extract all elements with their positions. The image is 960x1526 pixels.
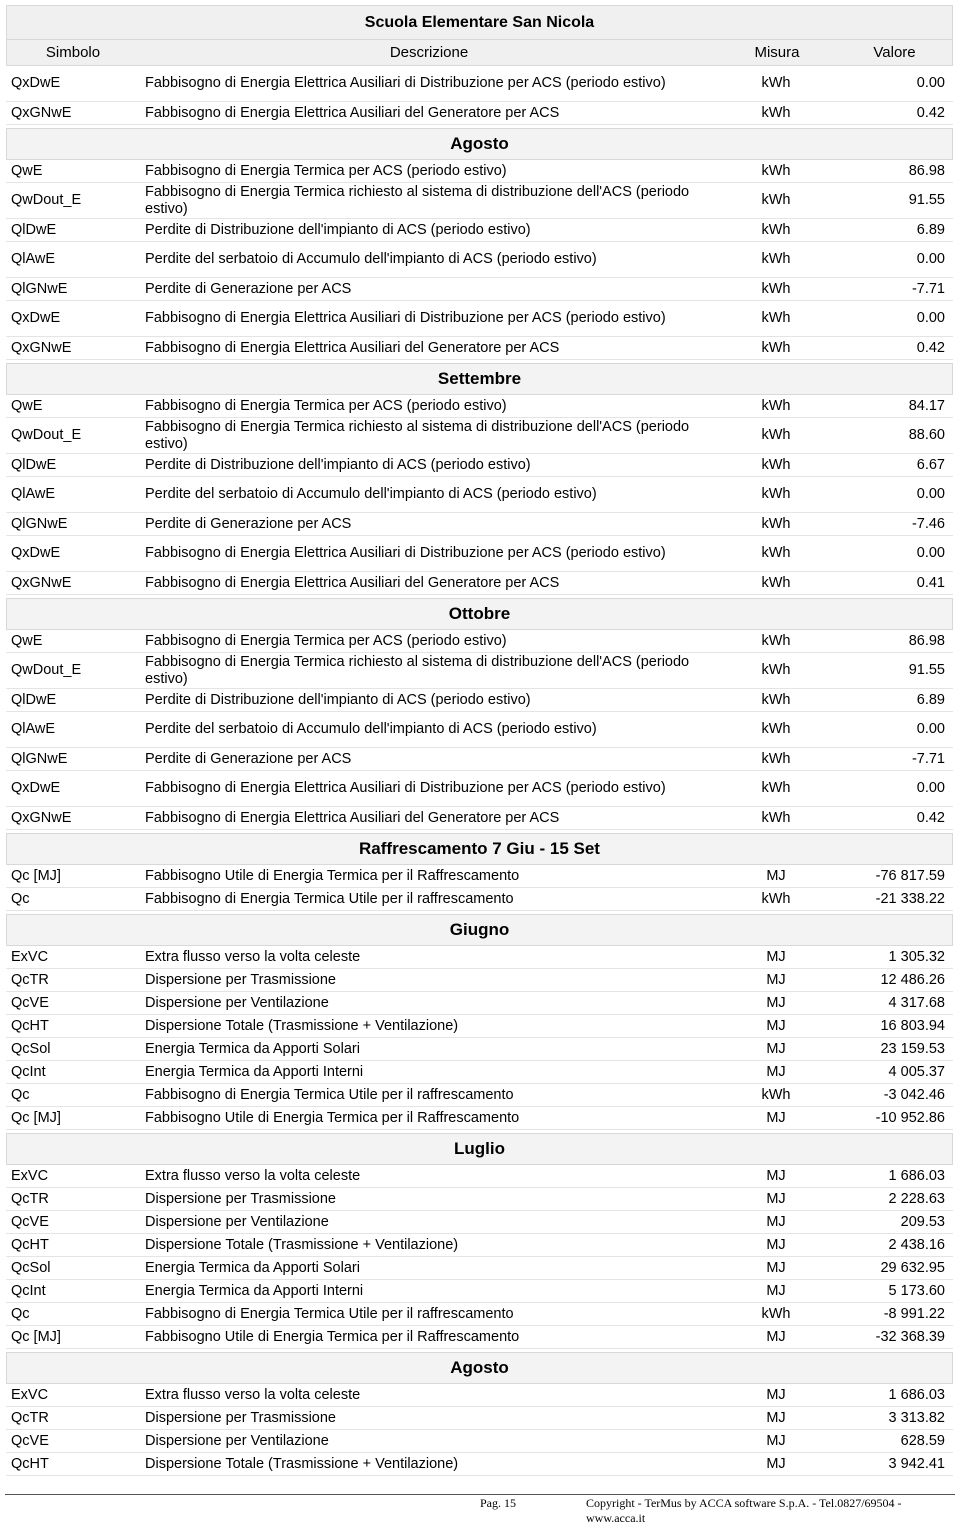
footer-divider (5, 1494, 955, 1495)
row-description: Fabbisogno di Energia Termica per ACS (periodo estivo) (145, 162, 507, 179)
row-unit: MJ (766, 867, 786, 884)
row-value: -8 991.22 (883, 1305, 945, 1322)
row-symbol: ExVC (11, 1167, 49, 1184)
table-row (6, 337, 953, 360)
row-description: Fabbisogno di Energia Elettrica Ausiliari del Generatore per ACS (145, 809, 560, 826)
row-symbol: QwE (11, 162, 43, 179)
row-unit: MJ (766, 1040, 786, 1057)
row-description: Dispersione Totale (Trasmissione + Ventilazione) (145, 1455, 459, 1472)
row-description: Dispersione per Trasmissione (145, 1190, 336, 1207)
table-row (6, 1384, 953, 1407)
row-description: Fabbisogno di Energia Termica Utile per il raffrescamento (145, 1305, 514, 1322)
row-symbol: QlGNwE (11, 515, 68, 532)
row-symbol: Qc (11, 1305, 30, 1322)
table-row (6, 653, 953, 689)
row-unit: MJ (766, 971, 786, 988)
table-row (6, 1234, 953, 1257)
page-footer (0, 1494, 960, 1525)
row-description: Fabbisogno di Energia Termica per ACS (periodo estivo) (145, 397, 507, 414)
row-description: Extra flusso verso la volta celeste (145, 948, 361, 965)
table-row (6, 992, 953, 1015)
row-description: Fabbisogno di Energia Elettrica Ausiliari di Distribuzione per ACS (periodo estivo) (145, 75, 666, 91)
row-unit: kWh (761, 221, 791, 238)
row-value: 6.67 (916, 456, 945, 473)
row-unit: MJ (766, 1063, 786, 1080)
row-description: Dispersione per Trasmissione (145, 1409, 336, 1426)
row-symbol: QlAwE (11, 721, 56, 737)
row-symbol: Qc (11, 890, 30, 907)
row-unit: MJ (766, 1386, 786, 1403)
row-symbol: QcTR (11, 1190, 49, 1207)
row-unit: kWh (761, 515, 791, 532)
row-unit: kWh (761, 486, 791, 502)
row-value: 12 486.26 (880, 971, 945, 988)
row-value: 5 173.60 (888, 1282, 945, 1299)
row-value: 628.59 (900, 1432, 945, 1449)
row-value: 1 686.03 (888, 1386, 945, 1403)
row-unit: MJ (766, 994, 786, 1011)
row-description: Perdite di Generazione per ACS (145, 515, 352, 532)
table-row (6, 630, 953, 653)
row-value: 0.42 (916, 104, 945, 121)
row-unit: MJ (766, 1328, 786, 1345)
row-symbol: QlDwE (11, 221, 57, 238)
table-row (6, 1015, 953, 1038)
row-unit: MJ (766, 1167, 786, 1184)
row-symbol: QcTR (11, 971, 49, 988)
row-description: Fabbisogno di Energia Elettrica Ausiliari di Distribuzione per ACS (periodo estivo) (145, 780, 666, 796)
table-row (6, 278, 953, 301)
row-description: Fabbisogno di Energia Termica Utile per il raffrescamento (145, 890, 514, 907)
row-unit: kWh (761, 721, 791, 737)
row-description: Dispersione per Ventilazione (145, 1213, 329, 1230)
row-symbol: QcSol (11, 1040, 51, 1057)
row-description: Perdite del serbatoio di Accumulo dell'impianto di ACS (periodo estivo) (145, 251, 597, 267)
row-symbol: Qc [MJ] (11, 867, 61, 884)
row-symbol: QwDout_E (11, 427, 82, 443)
row-unit: kWh (761, 456, 791, 473)
table-row (6, 102, 953, 125)
report-title: Scuola Elementare San Nicola (6, 5, 953, 39)
row-value: 0.00 (916, 545, 945, 561)
table-row (6, 712, 953, 748)
row-description: Energia Termica da Apporti Solari (145, 1040, 360, 1057)
row-description: Fabbisogno di Energia Termica richiesto al sistema di distribuzione dell'ACS (periodo estivo) (145, 653, 690, 687)
row-description: Dispersione per Ventilazione (145, 1432, 329, 1449)
table-row (6, 219, 953, 242)
row-symbol: ExVC (11, 948, 49, 965)
row-unit: kWh (761, 780, 791, 796)
row-description: Extra flusso verso la volta celeste (145, 1167, 361, 1184)
table-row (6, 888, 953, 911)
row-value: 0.42 (916, 339, 945, 356)
row-unit: kWh (761, 280, 791, 297)
table-row (6, 160, 953, 183)
table-row (6, 395, 953, 418)
table-row (6, 536, 953, 572)
row-value: -7.46 (911, 515, 945, 532)
row-symbol: Qc [MJ] (11, 1109, 61, 1126)
row-symbol: QcTR (11, 1409, 49, 1426)
row-description: Extra flusso verso la volta celeste (145, 1386, 361, 1403)
table-row (6, 689, 953, 712)
row-description: Fabbisogno Utile di Energia Termica per il Raffrescamento (145, 867, 520, 884)
table-row (6, 301, 953, 337)
row-value: -10 952.86 (875, 1109, 945, 1126)
row-value: -76 817.59 (875, 867, 945, 884)
row-symbol: QxDwE (11, 545, 61, 561)
row-symbol: QxDwE (11, 75, 61, 91)
row-symbol: QcSol (11, 1259, 51, 1276)
table-row (6, 1407, 953, 1430)
row-description: Fabbisogno di Energia Termica richiesto al sistema di distribuzione dell'ACS (periodo estivo) (145, 418, 690, 452)
row-symbol: QcHT (11, 1236, 49, 1253)
row-value: 16 803.94 (880, 1017, 945, 1034)
table-row (6, 513, 953, 536)
row-unit: kWh (761, 162, 791, 179)
row-unit: kWh (761, 809, 791, 826)
table-row (6, 1107, 953, 1130)
table-row (6, 1257, 953, 1280)
table-row (6, 477, 953, 513)
row-description: Dispersione Totale (Trasmissione + Ventilazione) (145, 1236, 459, 1253)
row-unit: kWh (761, 1305, 791, 1322)
row-symbol: QwE (11, 397, 43, 414)
row-symbol: QcVE (11, 1213, 49, 1230)
row-unit: kWh (761, 632, 791, 649)
row-symbol: Qc (11, 1086, 30, 1103)
row-symbol: QlDwE (11, 691, 57, 708)
table-row (6, 1038, 953, 1061)
row-value: 0.00 (916, 486, 945, 502)
row-value: -7.71 (911, 280, 945, 297)
row-unit: kWh (761, 397, 791, 414)
row-unit: kWh (761, 545, 791, 561)
row-symbol: QxGNwE (11, 104, 72, 121)
table-row (6, 748, 953, 771)
section-header: Agosto (6, 128, 953, 160)
table-row (6, 1280, 953, 1303)
row-unit: kWh (761, 310, 791, 326)
row-value: -7.71 (911, 750, 945, 767)
row-value: 0.00 (916, 251, 945, 267)
table-row (6, 1430, 953, 1453)
row-symbol: QcVE (11, 994, 49, 1011)
row-unit: kWh (761, 750, 791, 767)
row-value: 0.00 (916, 780, 945, 796)
row-symbol: QlDwE (11, 456, 57, 473)
row-value: -21 338.22 (875, 890, 945, 907)
table-row (6, 946, 953, 969)
row-unit: kWh (761, 251, 791, 267)
table-row (6, 242, 953, 278)
header-descrizione: Descrizione (389, 44, 469, 61)
row-unit: MJ (766, 1432, 786, 1449)
row-description: Dispersione per Trasmissione (145, 971, 336, 988)
table-row (6, 865, 953, 888)
row-value: 4 005.37 (888, 1063, 945, 1080)
report-page (6, 5, 953, 1476)
row-unit: MJ (766, 1236, 786, 1253)
row-value: 23 159.53 (880, 1040, 945, 1057)
header-misura: Misura (754, 44, 800, 61)
table-row (6, 1326, 953, 1349)
row-unit: MJ (766, 1190, 786, 1207)
row-value: 29 632.95 (880, 1259, 945, 1276)
row-symbol: QxGNwE (11, 339, 72, 356)
row-symbol: QcInt (11, 1063, 46, 1080)
row-value: 88.60 (908, 427, 945, 443)
row-description: Energia Termica da Apporti Interni (145, 1063, 364, 1080)
table-row (6, 969, 953, 992)
section-header: Settembre (6, 363, 953, 395)
row-description: Perdite del serbatoio di Accumulo dell'impianto di ACS (periodo estivo) (145, 721, 597, 737)
row-description: Fabbisogno di Energia Elettrica Ausiliari del Generatore per ACS (145, 574, 560, 591)
table-row (6, 807, 953, 830)
row-description: Fabbisogno di Energia Elettrica Ausiliari del Generatore per ACS (145, 104, 560, 121)
row-value: 91.55 (908, 662, 945, 678)
row-unit: kWh (761, 427, 791, 443)
header-valore: Valore (873, 44, 916, 61)
table-row (6, 183, 953, 219)
table-row (6, 1188, 953, 1211)
row-symbol: QwDout_E (11, 192, 82, 208)
row-value: 0.41 (916, 574, 945, 591)
row-symbol: QxDwE (11, 310, 61, 326)
page-number: Pag. 15 (480, 1496, 516, 1510)
row-symbol: QcVE (11, 1432, 49, 1449)
row-value: 6.89 (916, 221, 945, 238)
section-header: Giugno (6, 914, 953, 946)
row-symbol: QwE (11, 632, 43, 649)
row-value: 0.00 (916, 721, 945, 737)
row-value: 2 438.16 (888, 1236, 945, 1253)
row-description: Perdite di Generazione per ACS (145, 280, 352, 297)
row-symbol: QxGNwE (11, 574, 72, 591)
row-symbol: QlGNwE (11, 750, 68, 767)
row-symbol: QcInt (11, 1282, 46, 1299)
row-value: 91.55 (908, 192, 945, 208)
table-row (6, 1061, 953, 1084)
copyright-notice: Copyright - TerMus by ACCA software S.p.A. - Tel.0827/69504 - www.acca.it (586, 1496, 902, 1525)
row-unit: MJ (766, 1455, 786, 1472)
section-header: Agosto (6, 1352, 953, 1384)
row-value: 84.17 (908, 397, 945, 414)
row-value: 4 317.68 (888, 994, 945, 1011)
row-unit: kWh (761, 192, 791, 208)
row-symbol: ExVC (11, 1386, 49, 1403)
row-symbol: QwDout_E (11, 662, 82, 678)
row-description: Perdite di Distribuzione dell'impianto di ACS (periodo estivo) (145, 221, 531, 238)
row-symbol: QxDwE (11, 780, 61, 796)
row-unit: MJ (766, 1259, 786, 1276)
row-description: Fabbisogno di Energia Elettrica Ausiliari di Distribuzione per ACS (periodo estivo) (145, 545, 666, 561)
row-value: 0.42 (916, 809, 945, 826)
row-value: 86.98 (908, 162, 945, 179)
row-value: 0.00 (916, 310, 945, 326)
row-unit: MJ (766, 1017, 786, 1034)
row-description: Perdite di Distribuzione dell'impianto di ACS (periodo estivo) (145, 691, 531, 708)
section-header: Raffrescamento 7 Giu - 15 Set (6, 833, 953, 865)
row-value: 1 305.32 (888, 948, 945, 965)
row-value: 0.00 (916, 75, 945, 91)
table-header (6, 39, 953, 66)
table-body (6, 66, 953, 1476)
table-row (6, 572, 953, 595)
table-row (6, 771, 953, 807)
row-unit: MJ (766, 1282, 786, 1299)
row-value: 2 228.63 (888, 1190, 945, 1207)
row-value: 3 313.82 (888, 1409, 945, 1426)
row-description: Fabbisogno di Energia Termica per ACS (periodo estivo) (145, 632, 507, 649)
row-description: Perdite di Distribuzione dell'impianto di ACS (periodo estivo) (145, 456, 531, 473)
row-unit: kWh (761, 1086, 791, 1103)
section-header: Luglio (6, 1133, 953, 1165)
row-symbol: QxGNwE (11, 809, 72, 826)
row-unit: kWh (761, 75, 791, 91)
table-row (6, 1211, 953, 1234)
row-description: Fabbisogno di Energia Termica richiesto al sistema di distribuzione dell'ACS (periodo estivo) (145, 183, 690, 217)
row-unit: kWh (761, 339, 791, 356)
row-description: Dispersione per Ventilazione (145, 994, 329, 1011)
row-symbol: QlAwE (11, 486, 56, 502)
row-symbol: Qc [MJ] (11, 1328, 61, 1345)
table-row (6, 1453, 953, 1476)
row-description: Fabbisogno Utile di Energia Termica per il Raffrescamento (145, 1109, 520, 1126)
row-value: 86.98 (908, 632, 945, 649)
row-symbol: QcHT (11, 1017, 49, 1034)
row-value: -32 368.39 (875, 1328, 945, 1345)
row-description: Perdite di Generazione per ACS (145, 750, 352, 767)
row-value: 209.53 (900, 1213, 945, 1230)
row-unit: MJ (766, 1409, 786, 1426)
row-unit: kWh (761, 691, 791, 708)
table-row (6, 66, 953, 102)
row-description: Energia Termica da Apporti Interni (145, 1282, 364, 1299)
row-symbol: QlGNwE (11, 280, 68, 297)
row-unit: MJ (766, 1109, 786, 1126)
table-row (6, 418, 953, 454)
row-value: 1 686.03 (888, 1167, 945, 1184)
header-simbolo: Simbolo (45, 44, 101, 61)
row-unit: kWh (761, 662, 791, 678)
row-unit: kWh (761, 104, 791, 121)
table-row (6, 1303, 953, 1326)
row-symbol: QlAwE (11, 251, 56, 267)
row-unit: MJ (766, 1213, 786, 1230)
row-unit: kWh (761, 574, 791, 591)
row-value: 3 942.41 (888, 1455, 945, 1472)
table-row (6, 1165, 953, 1188)
row-description: Perdite del serbatoio di Accumulo dell'impianto di ACS (periodo estivo) (145, 486, 597, 502)
row-unit: MJ (766, 948, 786, 965)
row-symbol: QcHT (11, 1455, 49, 1472)
row-description: Fabbisogno Utile di Energia Termica per il Raffrescamento (145, 1328, 520, 1345)
row-description: Energia Termica da Apporti Solari (145, 1259, 360, 1276)
row-value: 6.89 (916, 691, 945, 708)
row-value: -3 042.46 (883, 1086, 945, 1103)
section-header: Ottobre (6, 598, 953, 630)
row-description: Fabbisogno di Energia Termica Utile per il raffrescamento (145, 1086, 514, 1103)
row-description: Dispersione Totale (Trasmissione + Ventilazione) (145, 1017, 459, 1034)
table-row (6, 1084, 953, 1107)
row-description: Fabbisogno di Energia Elettrica Ausiliari di Distribuzione per ACS (periodo estivo) (145, 310, 666, 326)
row-description: Fabbisogno di Energia Elettrica Ausiliari del Generatore per ACS (145, 339, 560, 356)
table-row (6, 454, 953, 477)
row-unit: kWh (761, 890, 791, 907)
